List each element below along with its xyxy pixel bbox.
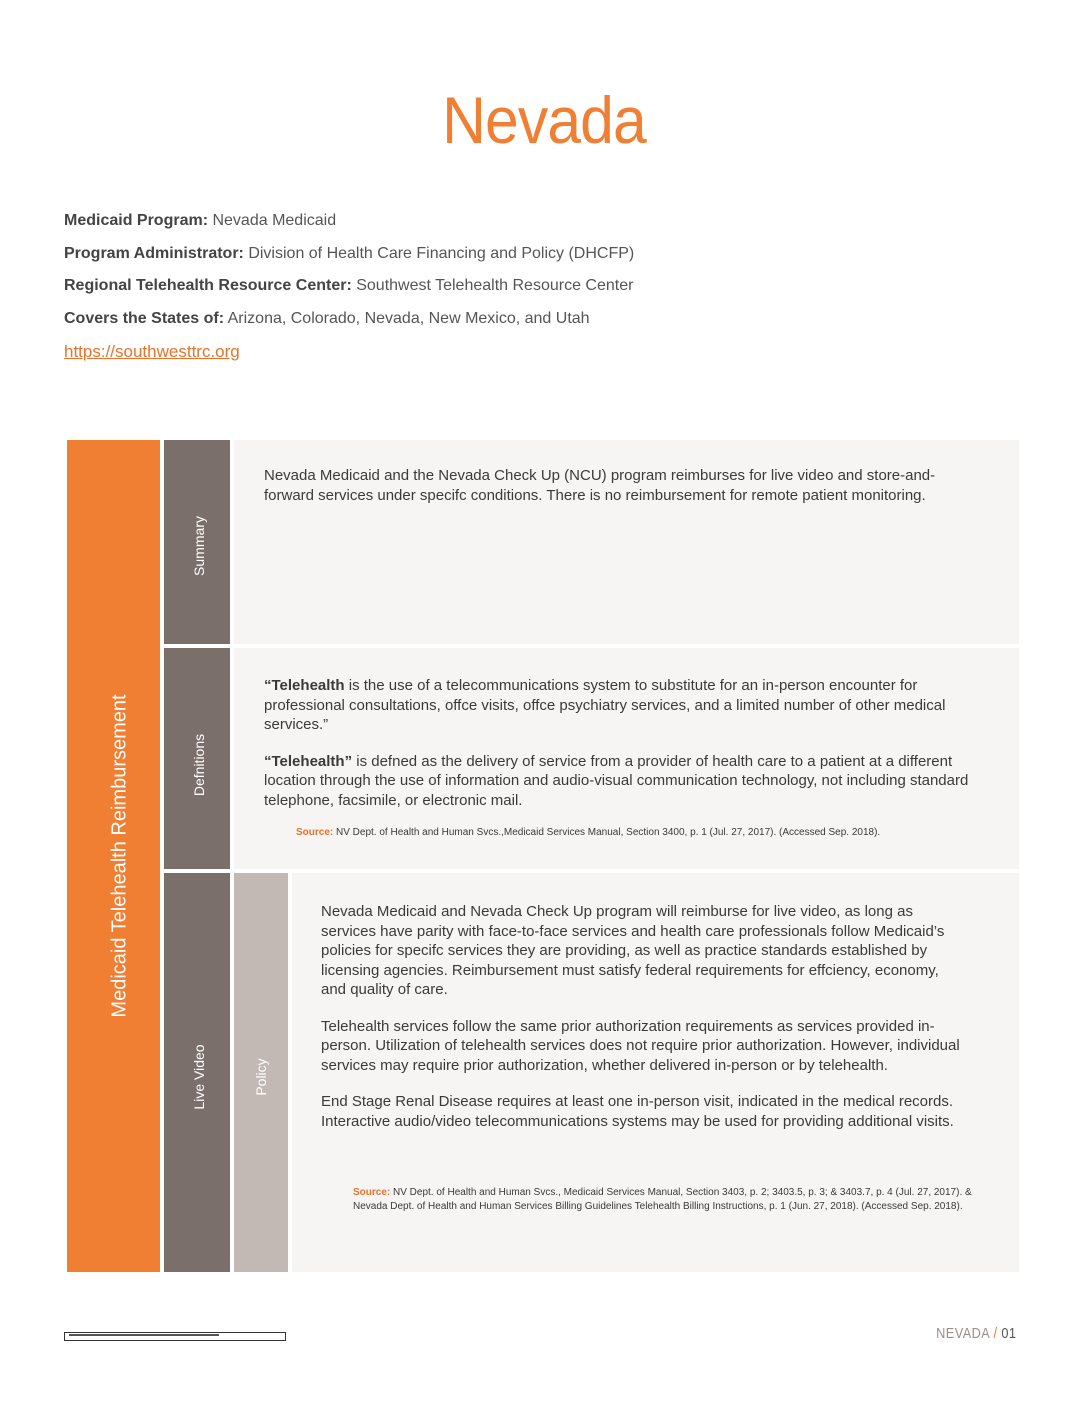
- definitions-source-text: NV Dept. of Health and Human Svcs.,Medicaid Services Manual, Section 3400, p. 1 (Jul. 27, 2017). (Accessed Sep. 2018).: [333, 827, 881, 838]
- definitions-text: [264, 676, 974, 827]
- resource-center-value: Southwest Telehealth Resource Center: [351, 277, 634, 294]
- footer-state: NEVADA: [935, 1325, 990, 1342]
- live-video-source: [353, 1186, 983, 1214]
- live-video-label: Live Video: [191, 1044, 207, 1110]
- definitions-tab: [164, 648, 230, 869]
- medicaid-program-value: Nevada Medicaid: [208, 212, 337, 229]
- live-video-paragraph-1: Nevada Medicaid and Nevada Check Up program will reimburse for live video, as long as services have parity with face-to-face services and health care professionals follow Medicaid’s policies for specifc services they are providing, as well as practice standards established by licensing agencies. Reimbursement must satisfy federal requirements for effciency, economy, and quality of care.: [321, 903, 945, 998]
- summary-label: Summary: [191, 516, 207, 576]
- definition-paragraph-1: [264, 676, 974, 735]
- program-administrator-line: [64, 245, 634, 263]
- live-video-paragraph-2: Telehealth services follow the same prior authorization requirements as services provided in-person. Utilization of telehealth services does not require prior authorization. However, individual services may require prior authorization, whether delivered in-person or by telehealth.: [321, 1017, 960, 1074]
- definitions-source-label: Source:: [296, 827, 334, 838]
- covered-states-line: [64, 310, 590, 328]
- definition-term-1: “Telehealth: [264, 677, 345, 694]
- medicaid-program-line: [64, 212, 336, 230]
- resource-center-link[interactable]: https://southwesttrc.org: [64, 342, 240, 361]
- program-administrator-value: Division of Health Care Financing and Policy (DHCFP): [243, 245, 635, 262]
- definition-body-1: is the use of a telecommunications system to substitute for an in-person encounter for professional consultations, offce visits, offce psychiatry services, and a limited number of other medical services.”: [264, 677, 946, 733]
- definition-body-2: is defned as the delivery of service from a provider of health care to a patient at a different location through the use of information and audio-visual communication technology, not including standard telephone, facsimile, or electronic mail.: [264, 752, 969, 809]
- definitions-source: [296, 826, 996, 840]
- definition-paragraph-2: [264, 752, 974, 811]
- summary-text: [264, 466, 964, 522]
- live-video-source-label: Source:: [353, 1187, 391, 1198]
- covered-states-label: Covers the States of:: [64, 310, 225, 327]
- footer-slash: /: [993, 1325, 997, 1342]
- policy-label: Policy: [253, 1058, 269, 1096]
- program-administrator-label: Program Administrator:: [64, 245, 244, 262]
- definitions-label: Defnitions: [191, 733, 207, 797]
- live-video-tab: [164, 873, 230, 1272]
- medicaid-program-label: Medicaid Program:: [64, 212, 209, 229]
- definition-term-2: “Telehealth”: [264, 752, 353, 770]
- summary-paragraph: Nevada Medicaid and the Nevada Check Up (NCU) program reimburses for live video and store-and-forward services under specifc conditions. There is no reimbursement for remote patient monitoring.: [264, 467, 936, 504]
- covered-states-value: Arizona, Colorado, Nevada, New Mexico, and Utah: [224, 310, 590, 327]
- live-video-paragraph-3: End Stage Renal Disease requires at least one in-person visit, indicated in the medical records. Interactive audio/video telecommunications systems may be used for providing additional visits.: [321, 1093, 954, 1130]
- resource-center-line: [64, 277, 633, 295]
- footer-note-line: [69, 1334, 219, 1336]
- resource-center-label: Regional Telehealth Resource Center:: [64, 277, 352, 294]
- live-video-source-text: NV Dept. of Health and Human Svcs., Medicaid Services Manual, Section 3403, p. 2; 3403.5, p. 3; & 3403.7, p. 4 (Jul. 27, 2017). & Nevada Dept. of Health and Human Services Billing Guidelines Telehealth Billing Instructions, p. 1 (Jun. 27, 2018). (Accessed Sep. 2018).: [353, 1187, 972, 1212]
- policy-tab: [234, 873, 288, 1272]
- page-title: Nevada: [442, 83, 646, 157]
- page-footer: [936, 1325, 1016, 1342]
- footer-note-box: [64, 1332, 286, 1341]
- page-number: 01: [1000, 1325, 1016, 1342]
- summary-tab: [164, 440, 230, 644]
- section-sidebar: [67, 440, 160, 1272]
- live-video-text: [321, 902, 961, 1148]
- sidebar-label: Medicaid Telehealth Reimbursement: [108, 694, 131, 1018]
